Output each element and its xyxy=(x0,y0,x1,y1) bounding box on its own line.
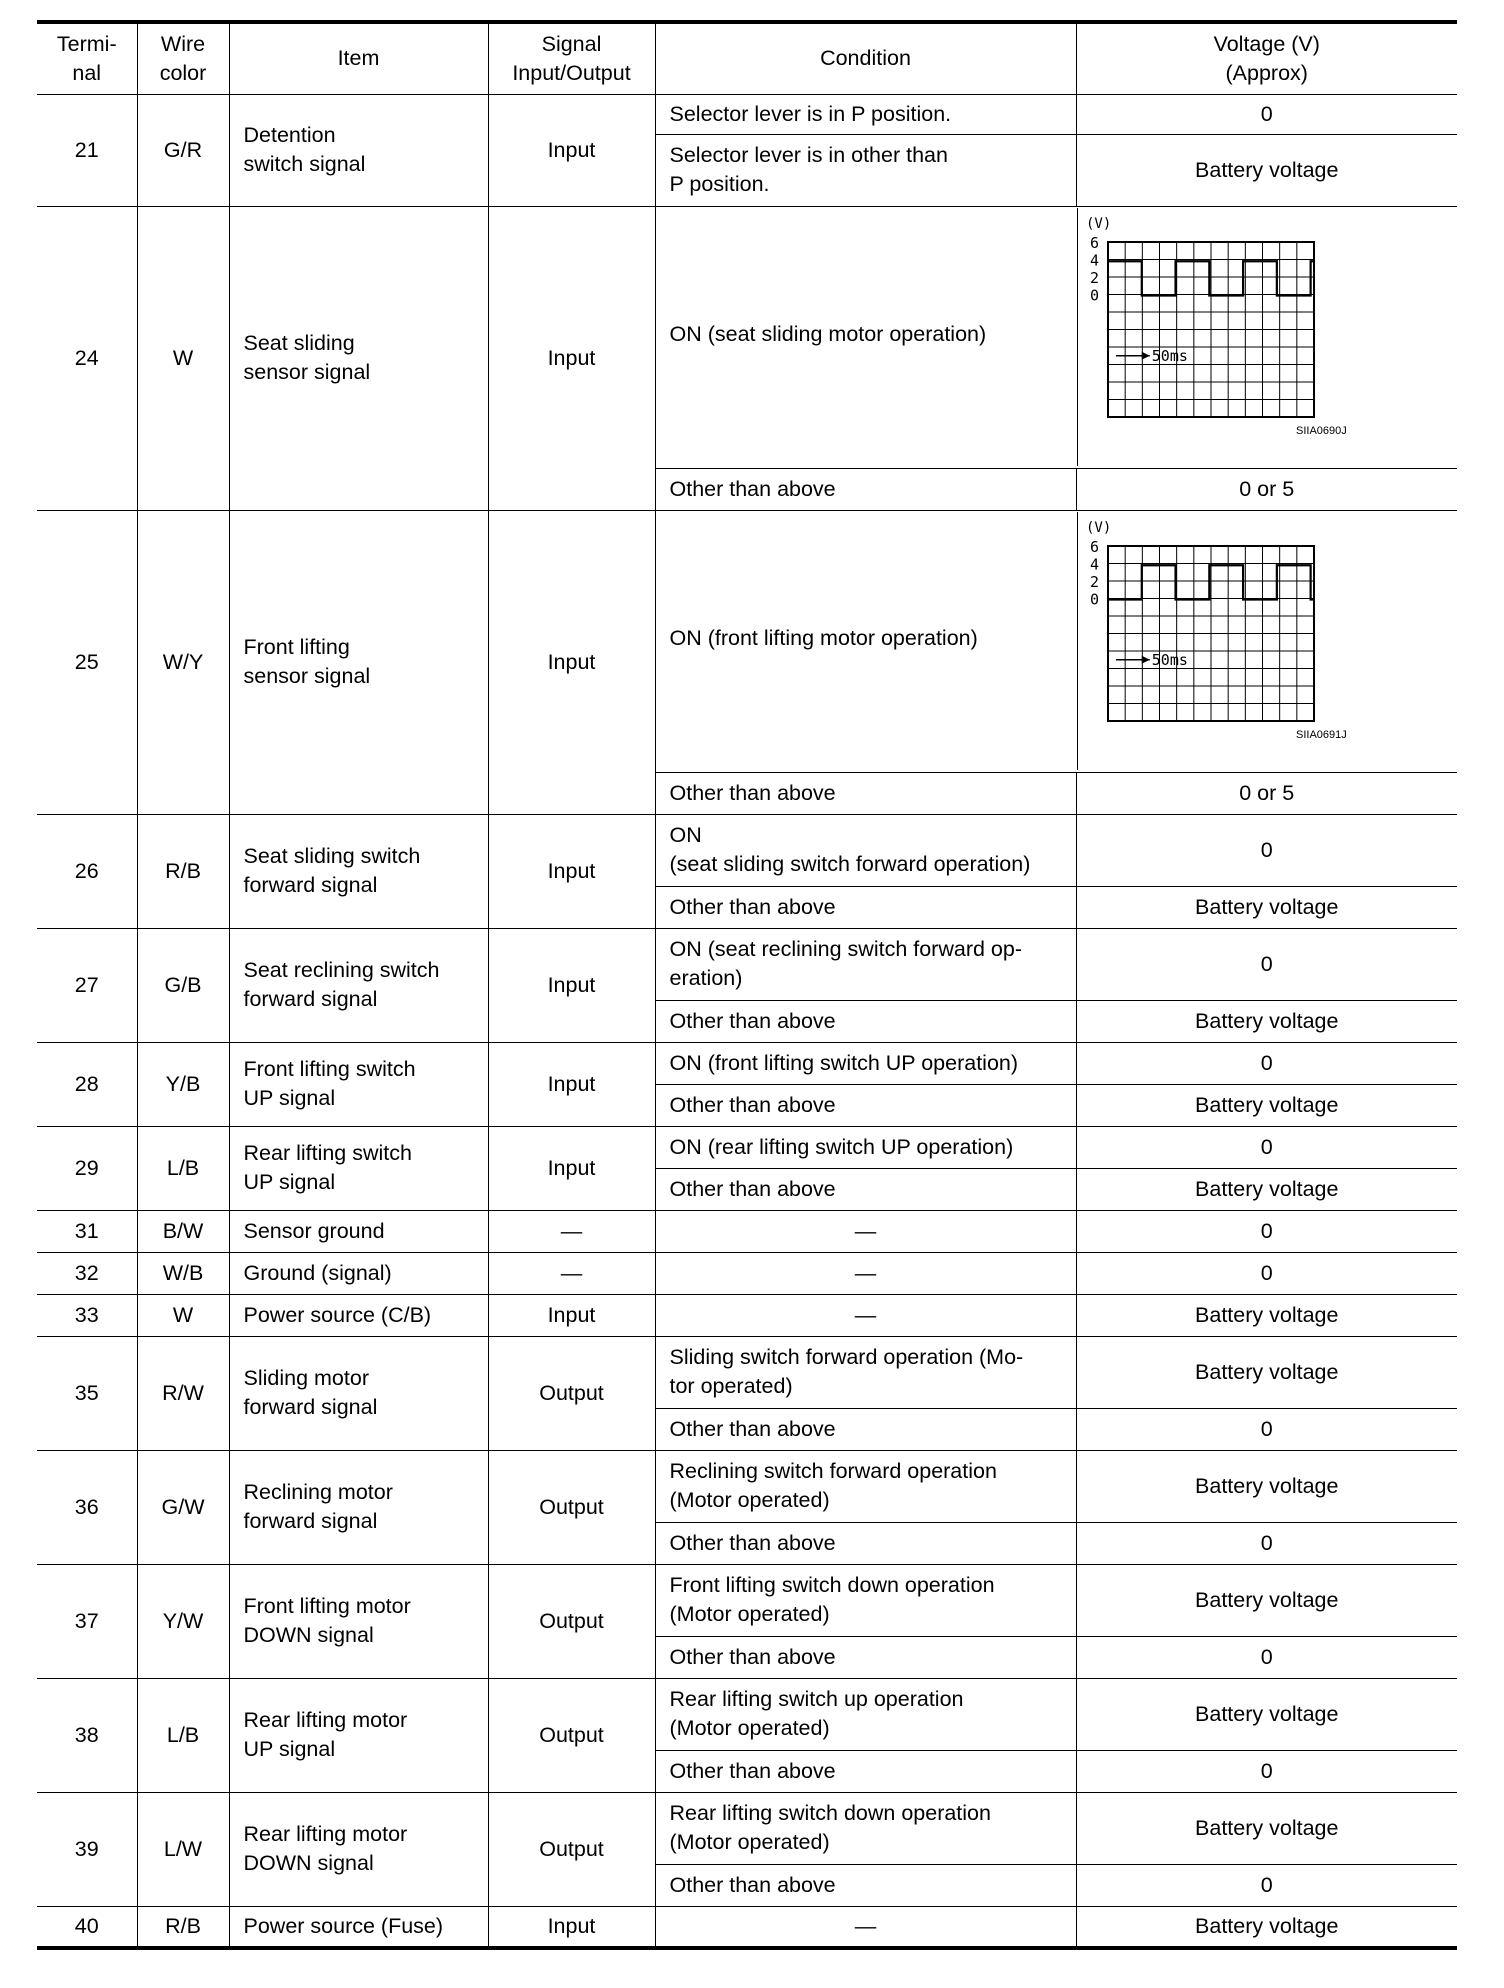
terminal-cell: 24 xyxy=(37,206,137,510)
condition-cell: Other than above xyxy=(655,1636,1076,1678)
table-row xyxy=(37,94,1457,134)
item-cell: Front lifting motor DOWN signal xyxy=(229,1564,488,1678)
condition-cell: — xyxy=(655,1252,1076,1294)
voltage-cell: Battery voltage xyxy=(1076,1000,1457,1042)
table-row xyxy=(37,1792,1457,1864)
terminal-cell: 37 xyxy=(37,1564,137,1678)
signal-cell: Input xyxy=(488,94,655,206)
condition-cell: Reclining switch forward operation (Motor operated) xyxy=(655,1450,1076,1522)
table-row xyxy=(37,510,1457,772)
item-cell: Seat sliding sensor signal xyxy=(229,206,488,510)
table-row xyxy=(37,1252,1457,1294)
terminal-cell: 40 xyxy=(37,1906,137,1948)
table-row xyxy=(37,1126,1457,1168)
table-row xyxy=(37,1564,1457,1636)
waveform-y-tick: 2 xyxy=(1089,269,1099,287)
condition-cell: Other than above xyxy=(655,886,1076,928)
item-cell: Sliding motor forward signal xyxy=(229,1336,488,1450)
condition-cell xyxy=(655,510,1457,772)
voltage-cell: Battery voltage xyxy=(1076,1168,1457,1210)
period-arrow-head xyxy=(1141,656,1149,664)
condition-cell: Rear lifting switch down operation (Motor operated) xyxy=(655,1792,1076,1864)
table-row xyxy=(37,1042,1457,1084)
condition-cell: ON (front lifting switch UP operation) xyxy=(655,1042,1076,1084)
item-cell: Reclining motor forward signal xyxy=(229,1450,488,1564)
waveform-y-tick: 2 xyxy=(1089,573,1099,591)
condition-cell: — xyxy=(655,1906,1076,1948)
item-cell: Sensor ground xyxy=(229,1210,488,1252)
table-row xyxy=(37,1450,1457,1522)
terminal-cell: 32 xyxy=(37,1252,137,1294)
item-cell: Front lifting switch UP signal xyxy=(229,1042,488,1126)
column-divider xyxy=(1077,512,1078,770)
wire-color-cell: G/R xyxy=(137,94,229,206)
condition-cell: Other than above xyxy=(655,772,1076,814)
voltage-cell: Battery voltage xyxy=(1076,1906,1457,1948)
period-arrow-head xyxy=(1141,352,1149,360)
voltage-cell: Battery voltage xyxy=(1076,1792,1457,1864)
item-cell: Rear lifting motor UP signal xyxy=(229,1678,488,1792)
oscilloscope-waveform xyxy=(1084,212,1384,462)
voltage-cell: Battery voltage xyxy=(1076,886,1457,928)
item-cell: Front lifting sensor signal xyxy=(229,510,488,814)
wire-color-cell: R/B xyxy=(137,814,229,928)
voltage-cell: Battery voltage xyxy=(1076,134,1457,206)
header-voltage: Voltage (V) (Approx) xyxy=(1076,22,1457,94)
signal-cell: Input xyxy=(488,206,655,510)
wire-color-cell: G/B xyxy=(137,928,229,1042)
condition-cell: Other than above xyxy=(655,1084,1076,1126)
condition-cell: Other than above xyxy=(655,1522,1076,1564)
wire-color-cell: W/Y xyxy=(137,510,229,814)
signal-cell: Output xyxy=(488,1678,655,1792)
condition-cell: — xyxy=(655,1294,1076,1336)
table-row xyxy=(37,1210,1457,1252)
voltage-cell: 0 xyxy=(1076,94,1457,134)
signal-cell: Input xyxy=(488,510,655,814)
table-row xyxy=(37,1906,1457,1948)
voltage-cell: 0 or 5 xyxy=(1076,772,1457,814)
waveform-figure-code: SIIA0691J xyxy=(1295,729,1347,741)
voltage-cell: 0 xyxy=(1076,1636,1457,1678)
item-cell: Detention switch signal xyxy=(229,94,488,206)
waveform-y-tick: 4 xyxy=(1089,251,1099,270)
condition-text: ON (seat sliding motor operation) xyxy=(669,322,987,346)
voltage-cell: 0 xyxy=(1076,928,1457,1000)
terminal-cell: 25 xyxy=(37,510,137,814)
signal-cell: Output xyxy=(488,1336,655,1450)
terminal-spec-document xyxy=(37,20,1457,1950)
signal-cell: Input xyxy=(488,1294,655,1336)
wire-color-cell: W/B xyxy=(137,1252,229,1294)
condition-text: ON (front lifting motor operation) xyxy=(669,626,978,650)
condition-cell: Other than above xyxy=(655,1408,1076,1450)
voltage-cell: Battery voltage xyxy=(1076,1336,1457,1408)
wire-color-cell: Y/W xyxy=(137,1564,229,1678)
waveform-y-tick: 6 xyxy=(1089,234,1099,252)
voltage-cell: 0 xyxy=(1076,1126,1457,1168)
voltage-cell: 0 xyxy=(1076,1864,1457,1906)
voltage-cell: 0 xyxy=(1076,1252,1457,1294)
voltage-cell: 0 xyxy=(1076,1522,1457,1564)
voltage-cell: Battery voltage xyxy=(1076,1678,1457,1750)
item-cell: Power source (C/B) xyxy=(229,1294,488,1336)
item-cell: Seat sliding switch forward signal xyxy=(229,814,488,928)
condition-cell: Other than above xyxy=(655,1000,1076,1042)
terminal-cell: 28 xyxy=(37,1042,137,1126)
signal-cell: Input xyxy=(488,1906,655,1948)
header-signal: Signal Input/Output xyxy=(488,22,655,94)
voltage-cell: 0 xyxy=(1076,1042,1457,1084)
wire-color-cell: L/B xyxy=(137,1126,229,1210)
terminal-cell: 26 xyxy=(37,814,137,928)
table-row xyxy=(37,1294,1457,1336)
voltage-cell: 0 xyxy=(1076,1408,1457,1450)
waveform-unit-label: (V) xyxy=(1085,216,1111,232)
wire-color-cell: W xyxy=(137,206,229,510)
terminal-cell: 27 xyxy=(37,928,137,1042)
terminal-cell: 35 xyxy=(37,1336,137,1450)
signal-cell: Input xyxy=(488,1042,655,1126)
waveform-condition xyxy=(656,512,1458,770)
table-row xyxy=(37,1336,1457,1408)
terminal-cell: 31 xyxy=(37,1210,137,1252)
header-item: Item xyxy=(229,22,488,94)
table-row xyxy=(37,1678,1457,1750)
item-cell: Ground (signal) xyxy=(229,1252,488,1294)
waveform-figure-code: SIIA0690J xyxy=(1295,425,1347,437)
waveform-y-tick: 0 xyxy=(1089,286,1099,305)
waveform-unit-label: (V) xyxy=(1085,520,1111,536)
table-body xyxy=(37,94,1457,1948)
condition-cell: Sliding switch forward operation (Mo- tor operated) xyxy=(655,1336,1076,1408)
item-cell: Rear lifting switch UP signal xyxy=(229,1126,488,1210)
table-row xyxy=(37,206,1457,468)
terminal-cell: 21 xyxy=(37,94,137,206)
condition-cell: Selector lever is in other than P position. xyxy=(655,134,1076,206)
table-row xyxy=(37,814,1457,886)
header-condition: Condition xyxy=(655,22,1076,94)
wire-color-cell: R/W xyxy=(137,1336,229,1450)
voltage-cell: 0 xyxy=(1076,1210,1457,1252)
waveform-y-tick: 4 xyxy=(1089,555,1099,574)
terminal-cell: 33 xyxy=(37,1294,137,1336)
condition-cell: ON (seat reclining switch forward op- eration) xyxy=(655,928,1076,1000)
terminal-cell: 29 xyxy=(37,1126,137,1210)
signal-cell: Input xyxy=(488,928,655,1042)
signal-cell: Input xyxy=(488,1126,655,1210)
condition-cell: ON (rear lifting switch UP operation) xyxy=(655,1126,1076,1168)
signal-cell: Output xyxy=(488,1792,655,1906)
waveform-condition xyxy=(656,208,1458,466)
voltage-cell: Battery voltage xyxy=(1076,1084,1457,1126)
voltage-cell: 0 xyxy=(1076,814,1457,886)
voltage-cell: Battery voltage xyxy=(1076,1294,1457,1336)
item-cell: Rear lifting motor DOWN signal xyxy=(229,1792,488,1906)
terminal-cell: 38 xyxy=(37,1678,137,1792)
condition-cell: Other than above xyxy=(655,1750,1076,1792)
condition-cell: — xyxy=(655,1210,1076,1252)
signal-cell: Output xyxy=(488,1564,655,1678)
waveform-period-label: 50ms xyxy=(1151,346,1188,365)
signal-cell: — xyxy=(488,1210,655,1252)
wire-color-cell: W xyxy=(137,1294,229,1336)
terminal-cell: 36 xyxy=(37,1450,137,1564)
condition-cell: Rear lifting switch up operation (Motor operated) xyxy=(655,1678,1076,1750)
oscilloscope-waveform xyxy=(1084,516,1384,766)
condition-cell: Other than above xyxy=(655,1864,1076,1906)
wire-color-cell: Y/B xyxy=(137,1042,229,1126)
voltage-cell: 0 xyxy=(1076,1750,1457,1792)
waveform-period-label: 50ms xyxy=(1151,650,1188,669)
condition-cell: ON (seat sliding switch forward operation) xyxy=(655,814,1076,886)
wire-color-cell: L/B xyxy=(137,1678,229,1792)
terminal-spec-table xyxy=(37,20,1457,1950)
condition-cell: Front lifting switch down operation (Motor operated) xyxy=(655,1564,1076,1636)
voltage-cell: Battery voltage xyxy=(1076,1564,1457,1636)
voltage-cell: 0 or 5 xyxy=(1076,468,1457,510)
header-terminal: Termi- nal xyxy=(37,22,137,94)
condition-cell: Selector lever is in P position. xyxy=(655,94,1076,134)
wire-color-cell: L/W xyxy=(137,1792,229,1906)
condition-cell xyxy=(655,206,1457,468)
voltage-cell: Battery voltage xyxy=(1076,1450,1457,1522)
wire-color-cell: R/B xyxy=(137,1906,229,1948)
header-row xyxy=(37,22,1457,94)
table-row xyxy=(37,928,1457,1000)
wire-color-cell: B/W xyxy=(137,1210,229,1252)
waveform-y-tick: 0 xyxy=(1089,590,1099,609)
waveform-y-tick: 6 xyxy=(1089,538,1099,556)
header-wire-color: Wire color xyxy=(137,22,229,94)
signal-cell: Output xyxy=(488,1450,655,1564)
column-divider xyxy=(1077,208,1078,466)
item-cell: Power source (Fuse) xyxy=(229,1906,488,1948)
condition-cell: Other than above xyxy=(655,1168,1076,1210)
terminal-cell: 39 xyxy=(37,1792,137,1906)
signal-cell: Input xyxy=(488,814,655,928)
signal-cell: — xyxy=(488,1252,655,1294)
item-cell: Seat reclining switch forward signal xyxy=(229,928,488,1042)
condition-cell: Other than above xyxy=(655,468,1076,510)
wire-color-cell: G/W xyxy=(137,1450,229,1564)
